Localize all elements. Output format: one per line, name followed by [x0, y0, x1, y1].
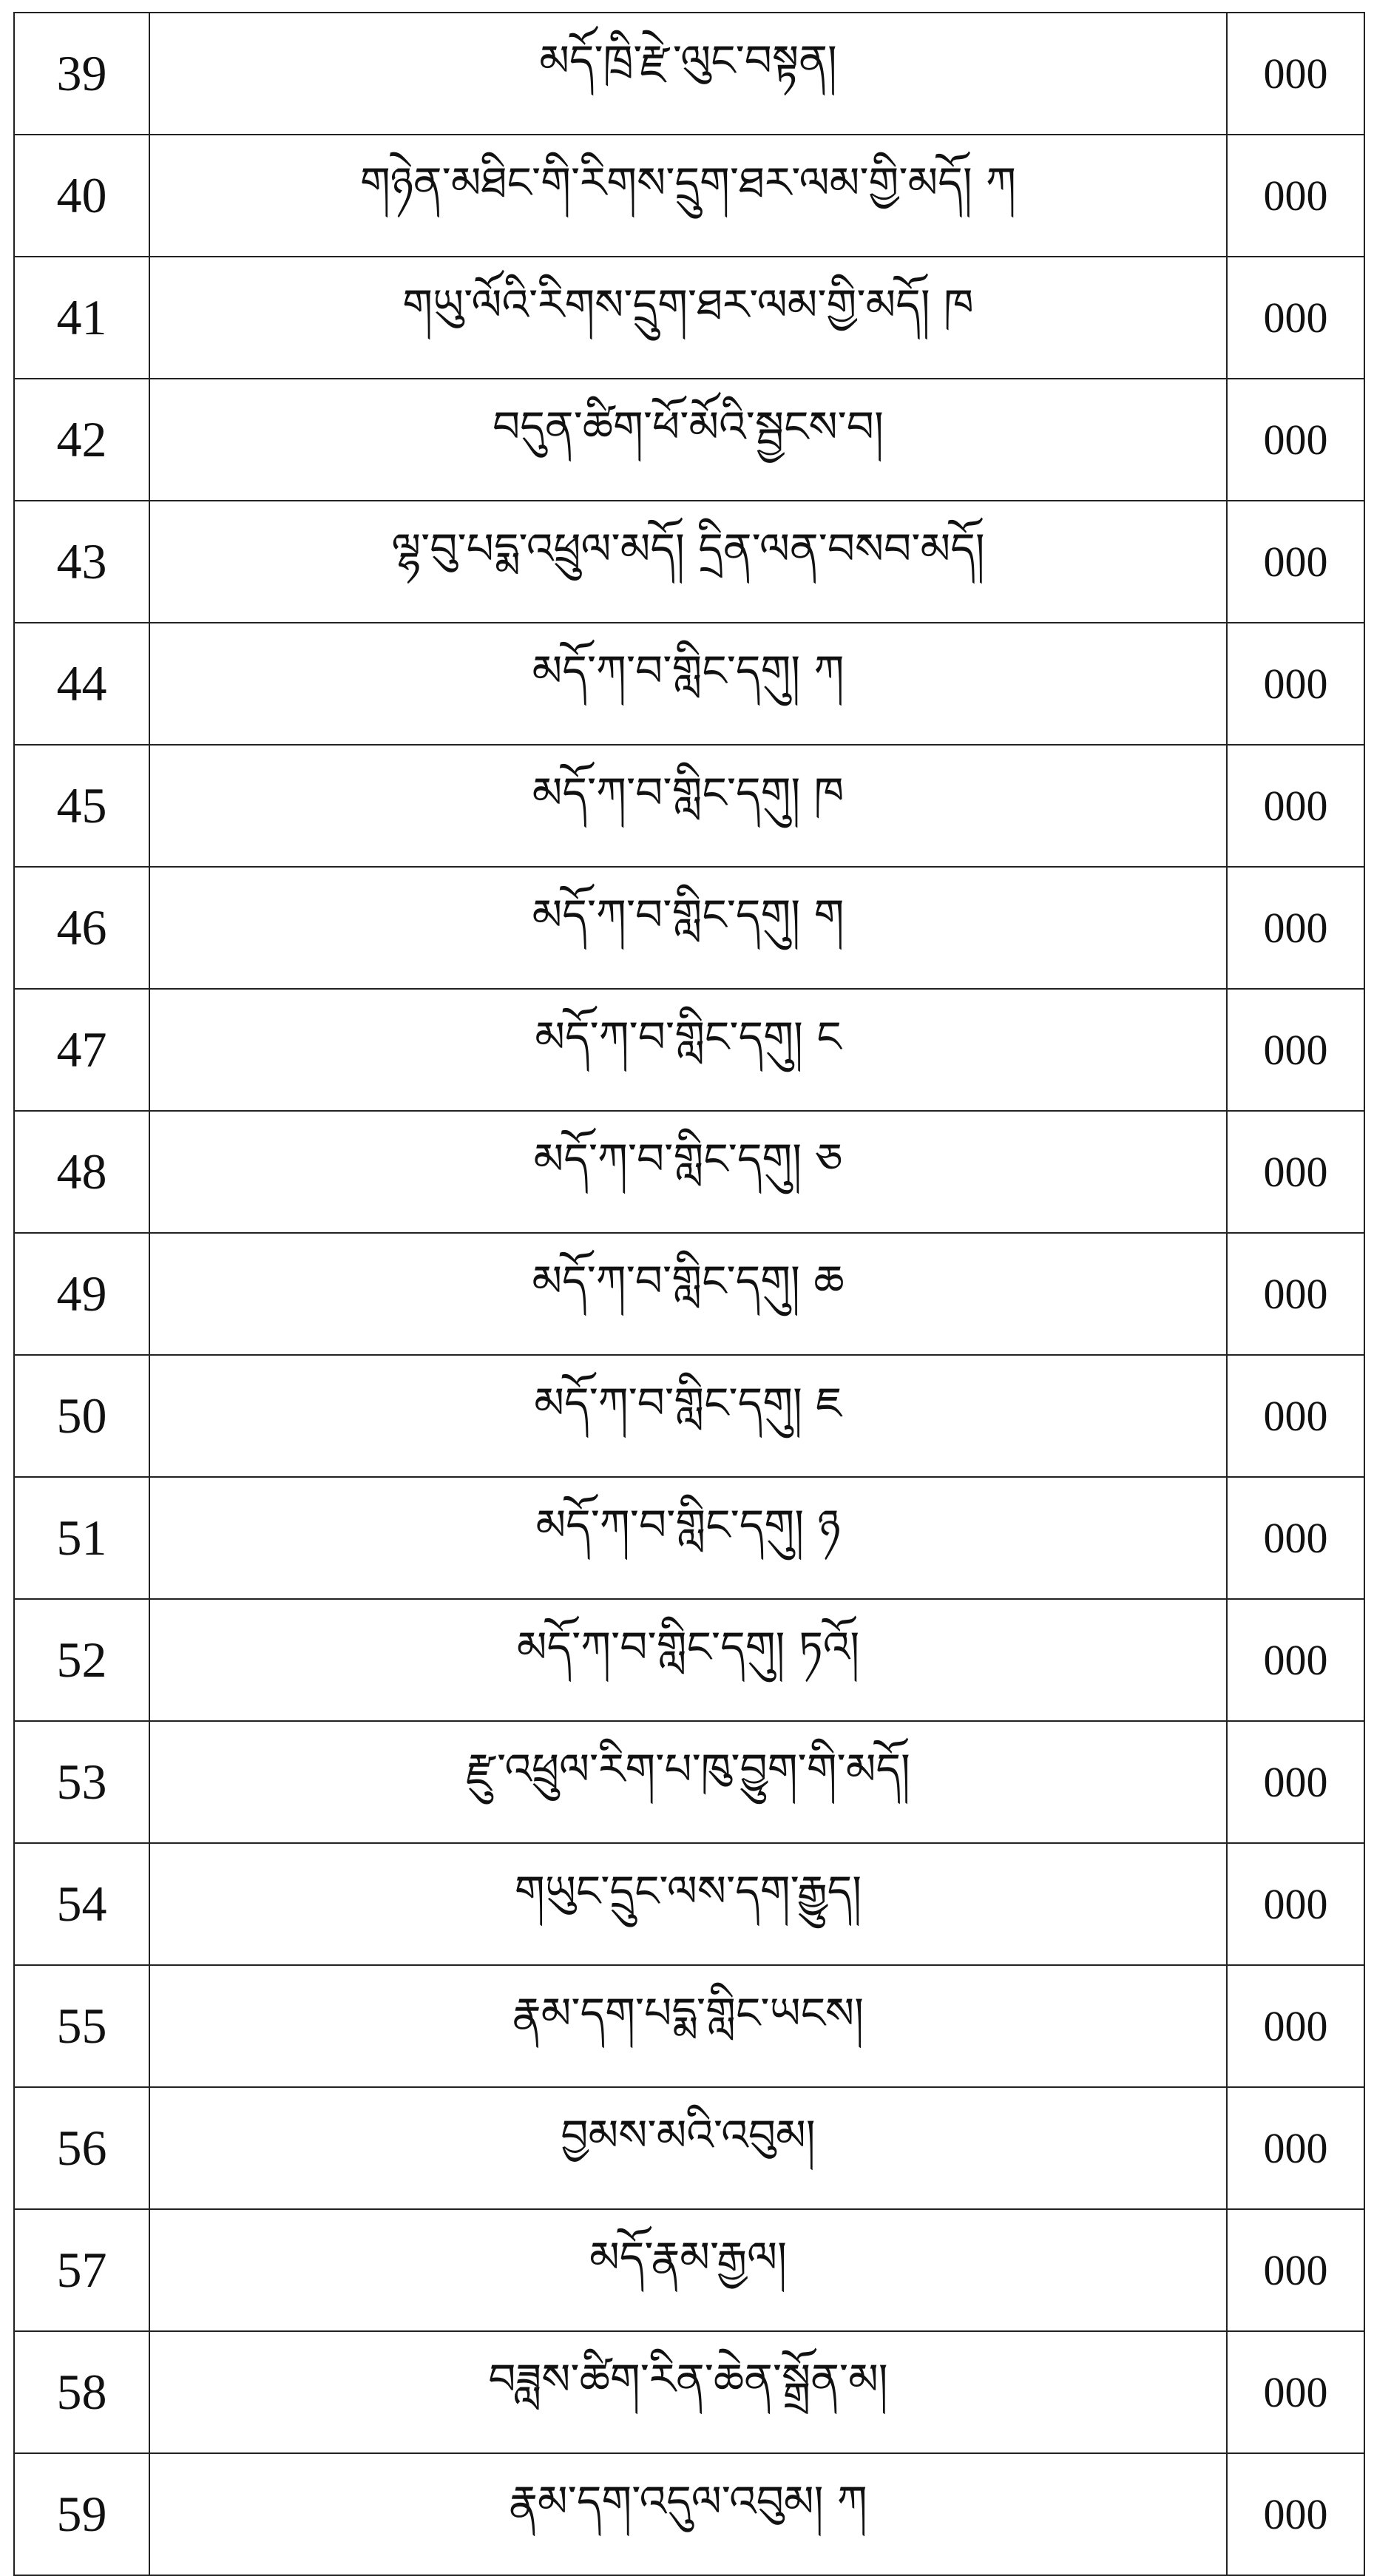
row-title: གཡུ་ལོའི་རིགས་དྲུག་ཐར་ལམ་གྱི་མདོ། ཁ: [149, 257, 1227, 379]
table-row: [14, 501, 1364, 623]
row-page-number: 000: [1227, 1111, 1364, 1233]
table-row: [14, 1355, 1364, 1477]
row-title: མདོ་ཀ་བ་གླིང་དགུ། ག: [149, 867, 1227, 989]
row-number: 42: [14, 379, 149, 501]
row-number: 54: [14, 1843, 149, 1965]
row-page-number: 000: [1227, 1721, 1364, 1843]
row-title: མདོ་ཀ་བ་གླིང་དགུ། ཀ: [149, 623, 1227, 745]
table-row: [14, 1233, 1364, 1355]
row-number: 52: [14, 1599, 149, 1721]
table-row: [14, 1599, 1364, 1721]
row-number: 51: [14, 1477, 149, 1599]
row-page-number: 000: [1227, 13, 1364, 135]
table-row: [14, 2453, 1364, 2575]
table-row: [14, 2087, 1364, 2209]
table-row: [14, 257, 1364, 379]
row-page-number: 000: [1227, 2209, 1364, 2331]
row-page-number: 000: [1227, 867, 1364, 989]
table-row: [14, 1721, 1364, 1843]
row-title: མདོ་ཀ་བ་གླིང་དགུ། ཅ: [149, 1111, 1227, 1233]
table-row: [14, 867, 1364, 989]
row-title: རྫུ་འཕྲུལ་རིག་པ་ཁུ་བྱུག་གི་མདོ།: [149, 1721, 1227, 1843]
row-number: 59: [14, 2453, 149, 2575]
row-title: མདོ་ཀ་བ་གླིང་དགུ། ཆ: [149, 1233, 1227, 1355]
row-title: བཟླས་ཚིག་རིན་ཆེན་སྒྲོན་མ།: [149, 2331, 1227, 2453]
row-number: 48: [14, 1111, 149, 1233]
row-title: ལྷ་བུ་པདྨ་འཕྲུལ་མདོ། དྲིན་ལན་བསབ་མདོ།: [149, 501, 1227, 623]
row-page-number: 000: [1227, 379, 1364, 501]
row-number: 41: [14, 257, 149, 379]
row-title: མདོ་ཁྲི་རྫེ་ལུང་བསྟན།: [149, 13, 1227, 135]
table-row: [14, 135, 1364, 257]
row-page-number: 000: [1227, 1477, 1364, 1599]
row-title: མདོ་ཀ་བ་གླིང་དགུ། ཏའོ།: [149, 1599, 1227, 1721]
table-row: [14, 1477, 1364, 1599]
row-title: གཉེན་མཐིང་གི་རིགས་དྲུག་ཐར་ལམ་གྱི་མདོ། ཀ: [149, 135, 1227, 257]
table-row: [14, 2331, 1364, 2453]
row-page-number: 000: [1227, 2331, 1364, 2453]
table-row: [14, 2209, 1364, 2331]
row-title: མདོ་ཀ་བ་གླིང་དགུ། ང: [149, 989, 1227, 1111]
row-number: 46: [14, 867, 149, 989]
row-title: བྱམས་མའི་འབུམ།: [149, 2087, 1227, 2209]
row-number: 39: [14, 13, 149, 135]
row-page-number: 000: [1227, 989, 1364, 1111]
row-number: 43: [14, 501, 149, 623]
row-page-number: 000: [1227, 1965, 1364, 2087]
row-page-number: 000: [1227, 1843, 1364, 1965]
table-row: [14, 623, 1364, 745]
row-title: མདོ་ཀ་བ་གླིང་དགུ། ཇ: [149, 1355, 1227, 1477]
row-number: 45: [14, 745, 149, 867]
table-row: [14, 379, 1364, 501]
row-page-number: 000: [1227, 745, 1364, 867]
row-number: 50: [14, 1355, 149, 1477]
table-row: [14, 1111, 1364, 1233]
row-title: བདུན་ཚིག་ཕོ་མོའི་སྦྱངས་བ།: [149, 379, 1227, 501]
row-title: མདོ་རྣམ་རྒྱལ།: [149, 2209, 1227, 2331]
row-number: 49: [14, 1233, 149, 1355]
row-page-number: 000: [1227, 2453, 1364, 2575]
contents-table: [13, 12, 1365, 2576]
table-body: [14, 13, 1364, 2575]
row-page-number: 000: [1227, 623, 1364, 745]
row-number: 47: [14, 989, 149, 1111]
row-page-number: 000: [1227, 501, 1364, 623]
row-page-number: 000: [1227, 1599, 1364, 1721]
row-number: 55: [14, 1965, 149, 2087]
row-page-number: 000: [1227, 1233, 1364, 1355]
table-row: [14, 1965, 1364, 2087]
row-page-number: 000: [1227, 1355, 1364, 1477]
row-number: 44: [14, 623, 149, 745]
row-title: མདོ་ཀ་བ་གླིང་དགུ། ཉ: [149, 1477, 1227, 1599]
row-title: རྣམ་དག་འདུལ་འབུམ། ཀ: [149, 2453, 1227, 2575]
table-row: [14, 989, 1364, 1111]
row-number: 58: [14, 2331, 149, 2453]
row-page-number: 000: [1227, 2087, 1364, 2209]
row-title: མདོ་ཀ་བ་གླིང་དགུ། ཁ: [149, 745, 1227, 867]
table-row: [14, 1843, 1364, 1965]
table-row: [14, 13, 1364, 135]
row-number: 40: [14, 135, 149, 257]
row-title: རྣམ་དག་པདྨ་གླིང་ཡངས།: [149, 1965, 1227, 2087]
table-row: [14, 745, 1364, 867]
row-number: 57: [14, 2209, 149, 2331]
row-page-number: 000: [1227, 257, 1364, 379]
row-title: གཡུང་དྲུང་ལས་དག་རྒྱུད།: [149, 1843, 1227, 1965]
row-number: 53: [14, 1721, 149, 1843]
row-number: 56: [14, 2087, 149, 2209]
row-page-number: 000: [1227, 135, 1364, 257]
